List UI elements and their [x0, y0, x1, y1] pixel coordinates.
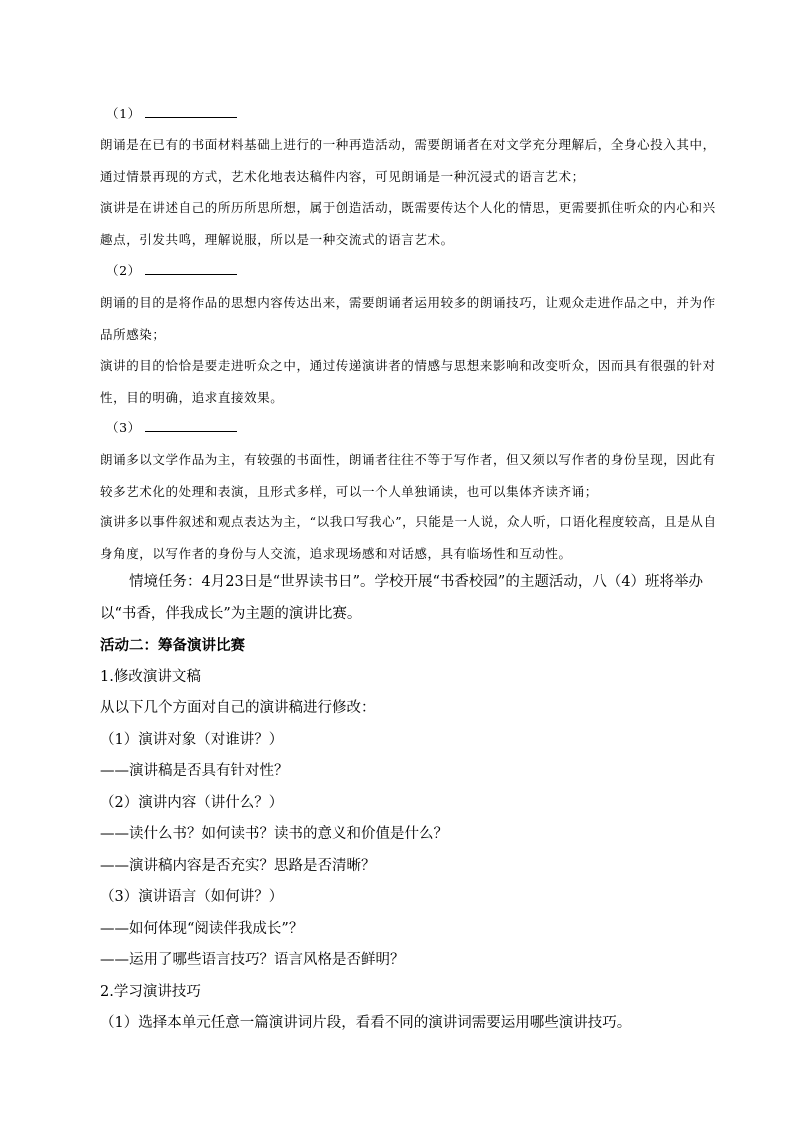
section-heading-2: 2.学习演讲技巧 [100, 984, 201, 1000]
list-item: （1）选择本单元任意一篇演讲词片段，看看不同的演讲词需要运用哪些演讲技巧。 [100, 1015, 632, 1031]
list-item: ——运用了哪些语言技巧？语言风格是否鲜明？ [100, 952, 405, 968]
list-item: （3）演讲语言（如何讲？） [100, 889, 284, 905]
answer-blank-1[interactable] [145, 102, 237, 118]
paragraph-recitation-2: 朗诵的目的是将作品的思想内容传达出来，需要朗诵者运用较多的朗诵技巧，让观众走进作品之中，并为作品所感染； [100, 295, 716, 342]
list-item: ——演讲稿内容是否充实？思路是否清晰？ [100, 858, 376, 874]
paragraph-speech-3: 演讲多以事件叙述和观点表达为主，“以我口写我心”，只能是一人说，众人听，口语化程度较高，且是从自身角度，以写作者的身份与人交流，追求现场感和对话感，具有临场性和互动性。 [100, 514, 717, 561]
answer-blank-2[interactable] [145, 259, 237, 275]
paragraph-speech-1: 演讲是在讲述自己的所历所思所想，属于创造活动，既需要传达个人化的情思，更需要抓住听众的内心和兴趣点，引发共鸣，理解说服，所以是一种交流式的语言艺术。 [100, 200, 716, 247]
list-item: ——读什么书？如何读书？读书的意义和价值是什么？ [100, 826, 448, 842]
answer-blank-3[interactable] [145, 416, 237, 432]
list-item: （1）演讲对象（对谁讲？） [100, 732, 284, 748]
list-item: ——如何体现“阅读伴我成长”？ [100, 921, 304, 937]
answer-item-3 [100, 412, 726, 444]
item-number: （2） [106, 263, 141, 278]
item-number: （3） [106, 420, 141, 435]
list-item: ——演讲稿是否具有针对性？ [100, 763, 289, 779]
instruction-text: 从以下几个方面对自己的演讲稿进行修改： [100, 700, 376, 716]
answer-item-1 [100, 98, 726, 130]
item-number: （1） [106, 106, 141, 121]
scenario-task: 情境任务：4月23日是“世界读书日”。学校开展“书香校园”的主题活动，八（4）班将举办以“书香，伴我成长”为主题的演讲比赛。 [100, 574, 704, 622]
paragraph-speech-2: 演讲的目的恰恰是要走进听众之中，通过传递演讲者的情感与思想来影响和改变听众，因而具有很强的针对性，目的明确，追求直接效果。 [100, 358, 716, 405]
answer-item-2 [100, 255, 726, 287]
section-heading-1: 1.修改演讲文稿 [100, 669, 201, 685]
paragraph-recitation-1: 朗诵是在已有的书面材料基础上进行的一种再造活动，需要朗诵者在对文学充分理解后，全身心投入其中，通过情景再现的方式，艺术化地表达稿件内容，可见朗诵是一种沉浸式的语言艺术； [100, 137, 716, 184]
list-item: （2）演讲内容（讲什么？） [100, 795, 284, 811]
activity-title: 活动二：筹备演讲比赛 [100, 637, 245, 654]
paragraph-recitation-3: 朗诵多以文学作品为主，有较强的书面性，朗诵者往往不等于写作者，但又须以写作者的身份呈现，因此有较多艺术化的处理和表演，且形式多样，可以一个人单独诵读，也可以集体齐读齐诵； [100, 452, 716, 499]
